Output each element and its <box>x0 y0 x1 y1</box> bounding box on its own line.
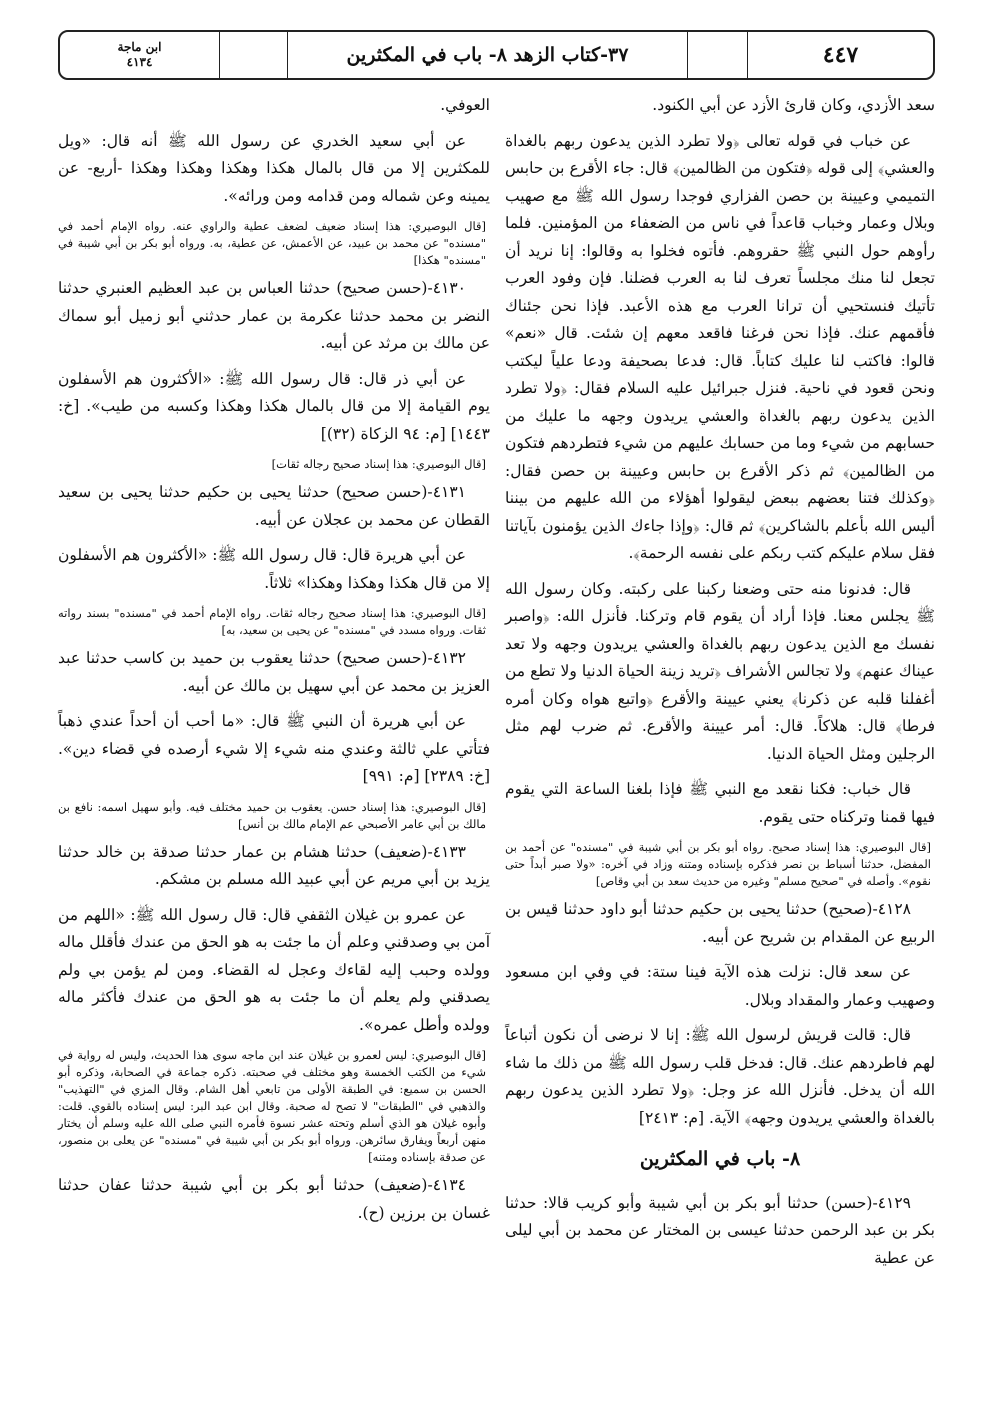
text-paragraph: عن خباب في قوله تعالى ﴿ولا تطرد الذين يدعون ربهم بالغداة والعشي﴾ إلى قوله ﴿فتكون من الظالمين﴾ قال: جاء الأقرع بن حابس التميمي وعيينة بن حصن الفزاري فوجدا رسول الله ﷺ مع صهيب وبلال وعمار وخباب قاعداً في ناس من الضعفاء من المؤمنين. فلما رأوهم حول النبي ﷺ حقروهم. فأتوه فخلوا به وقالوا: إنا نريد أن تجعل لنا منك مجلساً تعرف لنا به العرب فضلنا. فإن وفود العرب تأتيك فنستحيي أن ترانا العرب مع هذه الأعبد. فإذا نحن جئناك فأقمهم عنك. فإذا نحن فرغنا فاقعد معهم إن شئت. قال «نعم» قالوا: فاكتب لنا عليك كتاباً. قال: فدعا بصحيفة ودعا علياً ليكتب ونحن قعود في ناحية. فنزل جبرائيل عليه السلام فقال: ﴿ولا تطرد الذين يدعون ربهم بالغداة والعشي يريدون وجهه ما عليك من حسابهم من شيء وما من حسابك عليهم من شيء فتطردهم فتكون من الظالمين﴾ ثم ذكر الأقرع بن حابس وعيينة بن حصن فقال: ﴿وكذلك فتنا بعضهم ببعض ليقولوا أهؤلاء من الله عليهم من بيننا أليس الله بأعلم بالشاكرين﴾ ثم قال: ﴿وإذا جاءك الذين يؤمنون بآياتنا فقل سلام عليكم كتب ربكم على نفسه الرحمة﴾. <box>505 131 935 562</box>
hadith-number: ٤١٣٤ <box>126 55 153 69</box>
commentary-note: [قال البوصيري: هذا إسناد صحيح. رواه أبو بكر بن أبي شيبة في "مسنده" عن أحمد بن المفضل، حدثنا أسباط بن نصر فذكره بإسناده ومتنه وزاد في آخره: «ولا صبر أبداً حتى نقوم». وأصله في "صحيح مسلم" وغيره من حديث سعد بن أبي وقاص] <box>505 840 931 888</box>
text-paragraph: سعد الأزدي، وكان قارئ الأزد عن أبي الكنود. <box>652 96 935 114</box>
text-paragraph: قال خباب: فكنا نقعد مع النبي ﷺ فإذا بلغنا الساعة التي يقوم فيها قمنا وتركناه حتى يقوم. <box>505 780 935 826</box>
text-paragraph: ٤١٣٠-(حسن صحيح) حدثنا العباس بن عبد العظيم العنبري حدثنا النضر بن محمد حدثنا عكرمة بن عمار حدثني أبو زميل أبو سماك عن مالك بن مرثد عن أبيه. <box>58 279 490 352</box>
commentary-note: [قال البوصيري: هذا إسناد حسن. يعقوب بن حميد مختلف فيه. وأبو سهيل اسمه: نافع بن مالك بن أبي عامر الأصبحي عم الإمام مالك بن أنس] <box>58 799 486 831</box>
header-spacer-left <box>219 32 287 78</box>
text-paragraph: ٤١٣٤-(ضعيف) حدثنا أبو بكر بن أبي شيبة حدثنا عفان حدثنا غسان بن برزين (ح). <box>58 1176 490 1222</box>
book-name: ابن ماجة <box>117 40 162 54</box>
text-paragraph: عن أبي هريرة أن النبي ﷺ قال: «ما أحب أن أحداً عندي ذهباً فتأتي علي ثالثة وعندي منه شيء إلا شيء أرصده في قضاء دين». [خ: ٢٣٨٩] [م: ٩٩١] <box>58 712 490 785</box>
page-number: ٤٤٧ <box>747 32 933 78</box>
text-paragraph: عن أبي هريرة قال: قال رسول الله ﷺ: «الأكثرون هم الأسفلون إلا من قال هكذا وهكذا وهكذا» ثلاثاً. <box>58 546 490 592</box>
commentary-note: [قال البوصيري: ليس لعمرو بن غيلان عند ابن ماجه سوى هذا الحديث، وليس له رواية في شيء من الكتب الخمسة وهو مختلف في صحبته. ذكره جماعة في الصحابة، وذكره أبو الحسن بن سميع: في الطبقة الأولى من تابعي أهل الشام. وقال المزي في "التهذيب" والذهبي في "الطبقات" لا تصح له صحبة. وقال ابن عبد البر: ليس إسناده بالقوي. قلت: وأبوه غيلان هو الذي أسلم وتحته عشر نسوة فأمره النبي صلى الله عليه وسلم أن يختار منهن أربعاً ويفارق سائرهن. ورواه أبو بكر بن أبي شيبة في "مسنده" عن يعلى بن منصور، عن صدقة بإسناده ومتنه] <box>58 1048 486 1164</box>
left-text-column <box>58 92 490 1235</box>
right-text-column <box>505 92 935 1280</box>
commentary-note: [قال البوصيري: هذا إسناد ضعيف لضعف عطية والراوي عنه. رواه الإمام أحمد في "مسنده" عن محمد بن عبيد، عن الأعمش، عن عطية، به. ورواه أبو بكر بن أبي شيبة في "مسنده" هكذا] <box>58 219 486 267</box>
commentary-note: [قال البوصيري: هذا إسناد صحيح رجاله ثقات] <box>271 457 486 471</box>
running-title: ٣٧-كتاب الزهد ٨- باب في المكثرين <box>287 32 687 78</box>
commentary-note: [قال البوصيري: هذا إسناد صحيح رجاله ثقات. رواه الإمام أحمد في "مسنده" بسند رواته ثقات. ورواه مسدد في "مسنده" عن يحيى بن سعيد، به] <box>58 606 486 637</box>
text-paragraph: عن أبي سعيد الخدري عن رسول الله ﷺ أنه قال: «ويل للمكثرين إلا من قال بالمال هكذا وهكذا وهكذا وهكذا -أربع- عن يمينه وعن شماله ومن قدامه ومن ورائه». <box>58 131 490 205</box>
text-paragraph: قال: فدنونا منه حتى وضعنا ركبنا على ركبته. وكان رسول الله ﷺ يجلس معنا. فإذا أراد أن يقوم قام وتركنا. فأنزل الله: ﴿واصبر نفسك مع الذين يدعون ربهم بالغداة والعشي يريدون وجهه ولا تعد عيناك عنهم﴾ ولا تجالس الأشراف ﴿تريد زينة الحياة الدنيا ولا تطع من أغفلنا قلبه عن ذكرنا﴾ يعني عيينة والأقرع ﴿واتبع هواه وكان أمره فرطا﴾ قال: هلاكاً. قال: أمر عيينة والأقرع. ثم ضرب لهم مثل الرجلين ومثل الحياة الدنيا. <box>505 579 935 763</box>
text-paragraph: ٤١٣٢-(حسن صحيح) حدثنا يعقوب بن حميد بن كاسب حدثنا عبد العزيز بن محمد عن أبي سهيل بن مالك عن أبيه. <box>58 649 490 695</box>
text-paragraph: العوفي. <box>440 96 490 114</box>
text-paragraph: عن أبي ذر قال: قال رسول الله ﷺ: «الأكثرون هم الأسفلون يوم القيامة إلا من قال بالمال هكذا وهكذا وكسبه من طيب». [خ: ١٤٤٣] [م: ٩٤ الزكاة (٣٢)] <box>58 369 490 443</box>
header-spacer-right <box>687 32 747 78</box>
text-paragraph: ٤١٢٩-(حسن) حدثنا أبو بكر بن أبي شيبة وأبو كريب قالا: حدثنا بكر بن عبد الرحمن حدثنا عيسى بن المختار عن محمد بن أبي ليلى عن عطية <box>505 1193 935 1267</box>
text-paragraph: ٤١٢٨-(صحيح) حدثنا يحيى بن حكيم حدثنا أبو داود حدثنا قيس بن الربيع عن المقدام بن شريح عن أبيه. <box>505 900 935 946</box>
page-header <box>58 30 935 80</box>
text-paragraph: عن سعد قال: نزلت هذه الآية فينا ستة: في وفي ابن مسعود وصهيب وعمار والمقداد وبلال. <box>505 963 935 1009</box>
text-paragraph: قال: قالت قريش لرسول الله ﷺ: إنا لا نرضى أن نكون أتباعاً لهم فاطردهم عنك. قال: فدخل قلب رسول الله ﷺ من ذلك ما شاء الله أن يدخل. فأنزل الله عز وجل: ﴿ولا تطرد الذين يدعون ربهم بالغداة والعشي يريدون وجهه﴾ الآية. [م: ٢٤١٣] <box>505 1026 935 1127</box>
section-heading: ٨- باب في المكثرين <box>639 1148 801 1170</box>
text-paragraph: ٤١٣٣-(ضعيف) حدثنا هشام بن عمار حدثنا صدقة بن خالد حدثنا يزيد بن أبي مريم عن أبي عبيد الله مسلم بن مشكم. <box>58 842 490 888</box>
text-paragraph: ٤١٣١-(حسن صحيح) حدثنا يحيى بن حكيم حدثنا يحيى بن سعيد القطان عن محمد بن عجلان عن أبيه. <box>58 483 490 529</box>
book-reference <box>60 32 219 78</box>
text-paragraph: عن عمرو بن غيلان الثقفي قال: قال رسول الله ﷺ: «اللهم من آمن بي وصدقني وعلم أن ما جئت به هو الحق من عندك فأقلل ماله وولده وحبب إليه لقاءك وعجل له القضاء. ومن لم يؤمن بي ولم يصدقني ولم يعلم أن ما جئت به هو الحق من عندك فأكثر ماله وولده وأطل عمره». <box>58 905 490 1034</box>
